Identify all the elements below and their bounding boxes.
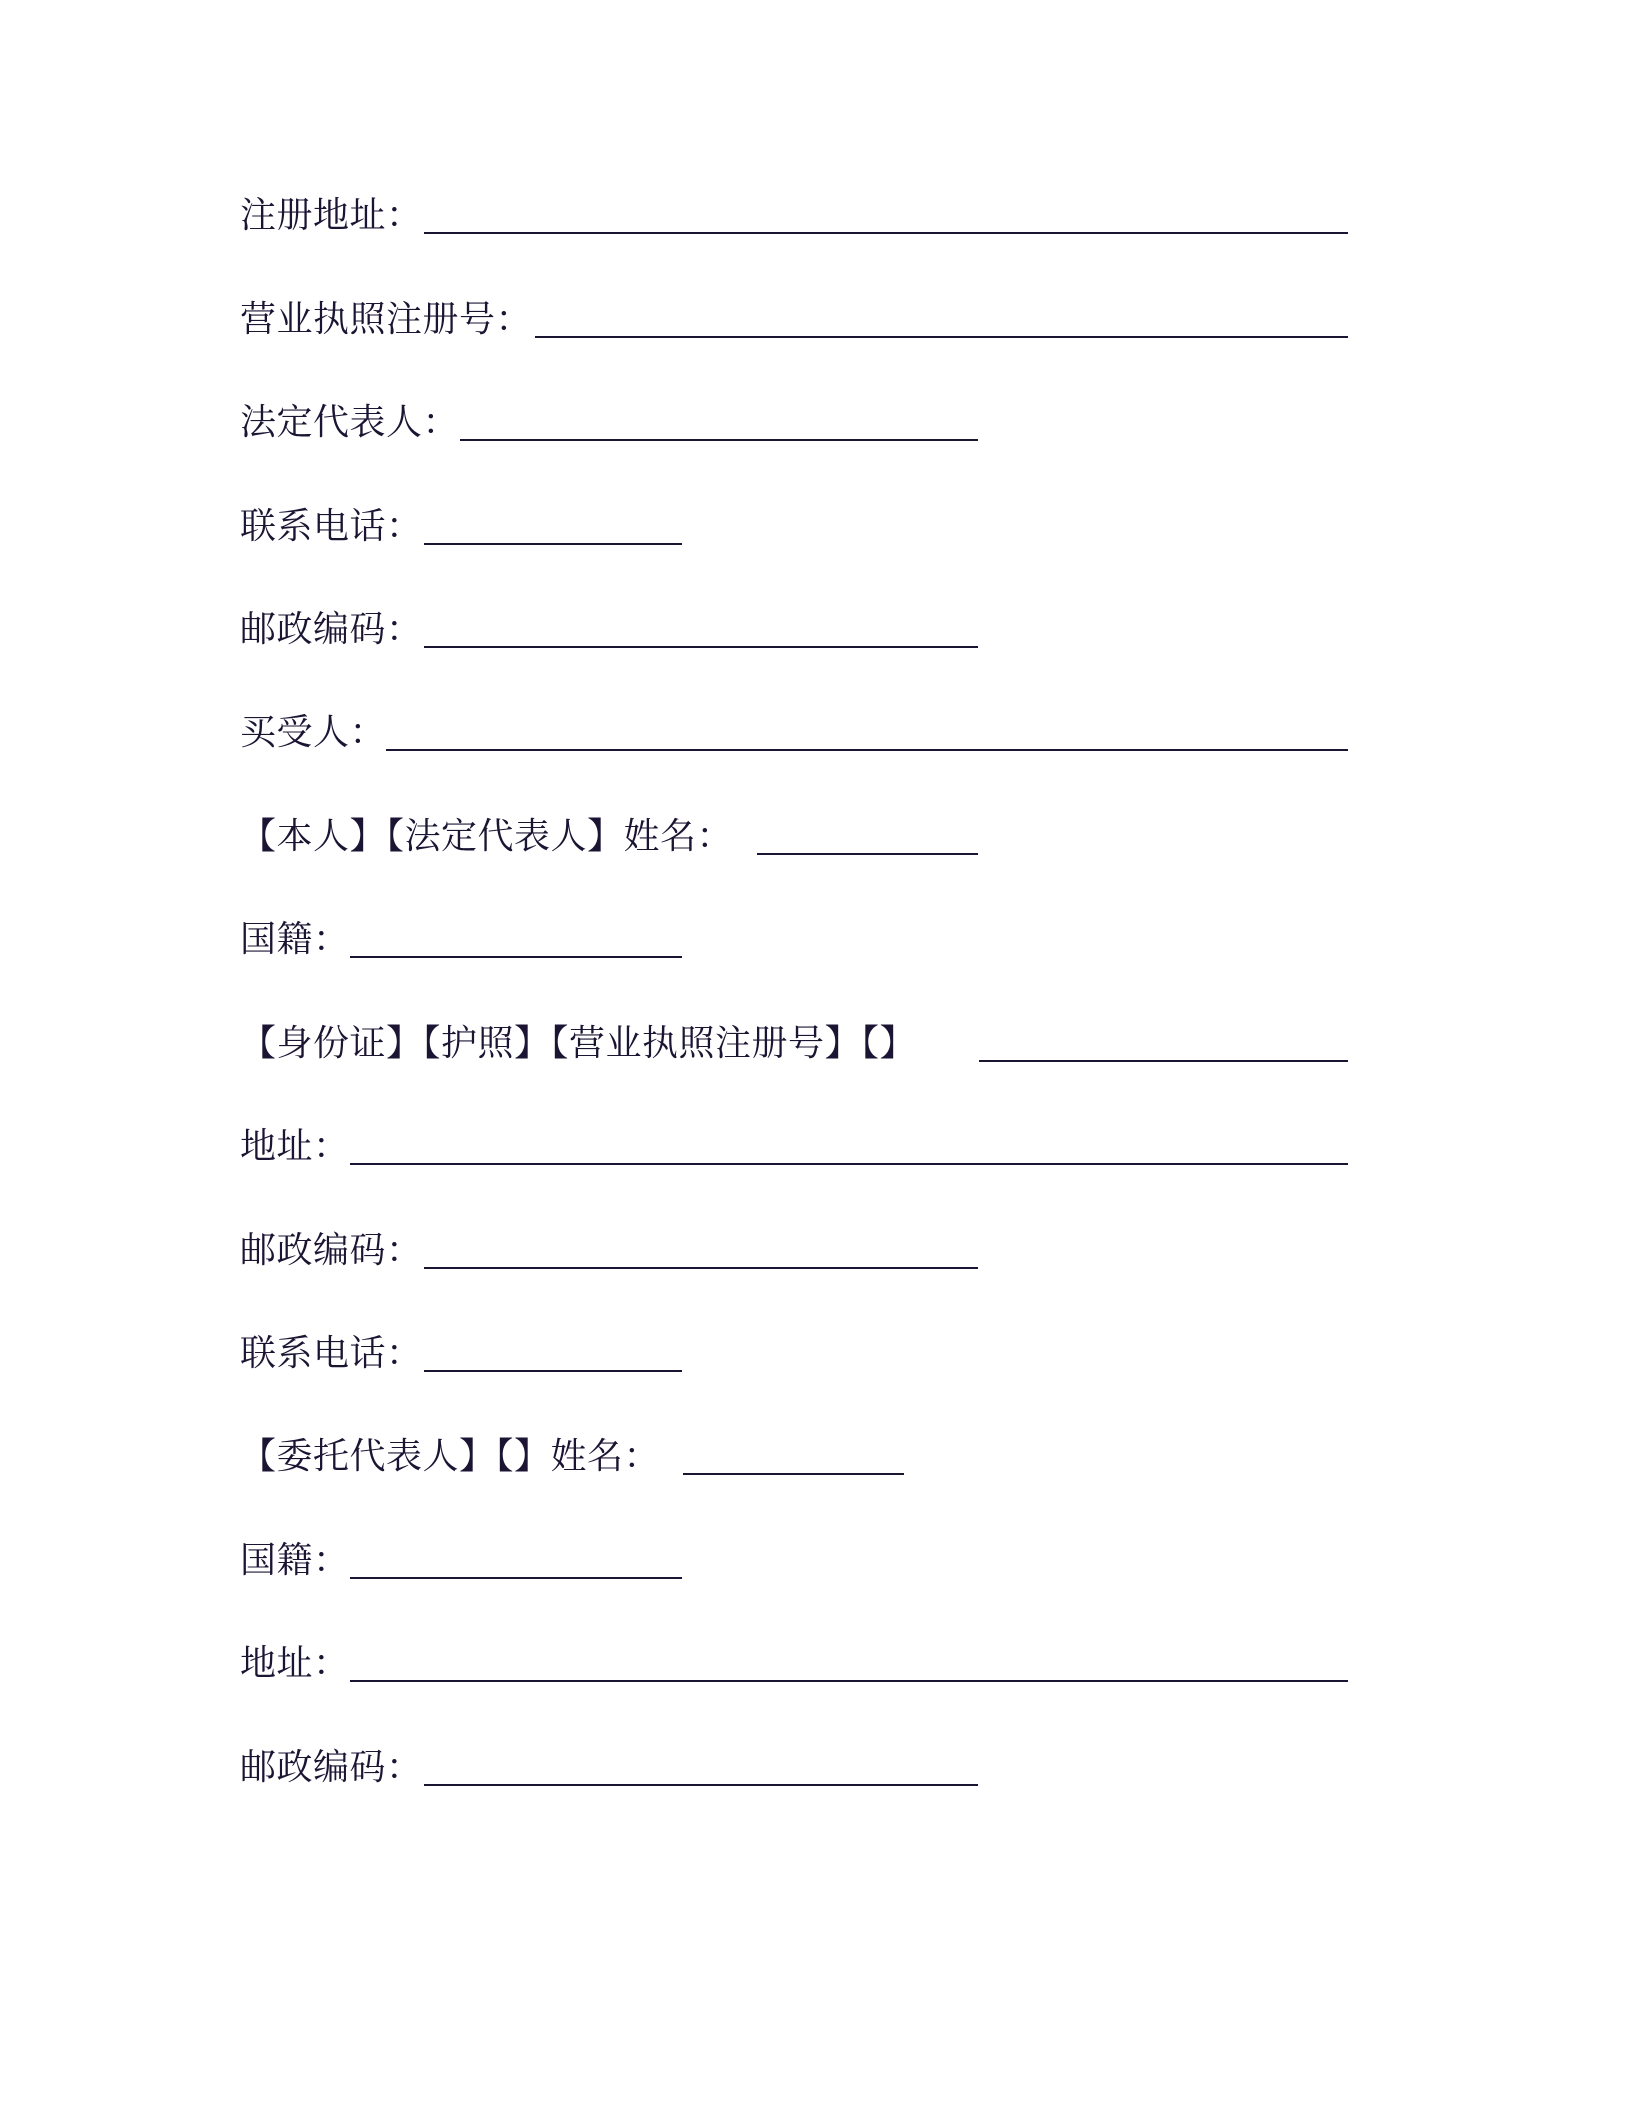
postal-code-2-blank-line[interactable] (424, 1267, 978, 1269)
field-label: 注册地址： (240, 195, 423, 236)
buyer-blank-line[interactable] (386, 749, 1348, 751)
field-label: 国籍： (240, 1540, 350, 1581)
phone-blank-line[interactable] (424, 543, 682, 545)
field-legal-representative (240, 393, 459, 453)
nationality-2-blank-line[interactable] (350, 1577, 682, 1579)
field-nationality-2 (240, 1531, 350, 1591)
id-document-blank-line[interactable] (979, 1060, 1348, 1062)
field-postal-code-2 (240, 1221, 423, 1281)
field-label: 地址： (240, 1643, 350, 1684)
field-phone (240, 497, 423, 557)
field-label: 【本人】【法定代表人】姓名： (240, 816, 734, 857)
field-label: 邮政编码： (240, 1747, 423, 1788)
field-label: 【委托代表人】【】姓名： (240, 1436, 661, 1477)
postal-code-3-blank-line[interactable] (424, 1784, 978, 1786)
field-label: 营业执照注册号： (240, 299, 533, 340)
field-buyer (240, 703, 386, 763)
field-label: 邮政编码： (240, 609, 423, 650)
field-postal-code (240, 600, 423, 660)
legal-representative-blank-line[interactable] (460, 439, 978, 441)
field-buyer-name (240, 807, 733, 867)
field-phone-2 (240, 1324, 423, 1384)
field-address (240, 1117, 350, 1177)
agent-name-blank-line[interactable] (683, 1473, 904, 1475)
registered-address-blank-line[interactable] (424, 232, 1348, 234)
field-label: 地址： (240, 1126, 350, 1167)
address-2-blank-line[interactable] (350, 1680, 1348, 1682)
field-registered-address (240, 186, 423, 246)
field-label: 【身份证】【护照】【营业执照注册号】【】 (240, 1023, 917, 1064)
postal-code-blank-line[interactable] (424, 646, 978, 648)
field-id-document (240, 1014, 916, 1074)
address-blank-line[interactable] (350, 1163, 1348, 1165)
field-postal-code-3 (240, 1738, 423, 1798)
field-label: 联系电话： (240, 1333, 423, 1374)
field-address-2 (240, 1634, 350, 1694)
nationality-blank-line[interactable] (350, 956, 682, 958)
field-agent-name (240, 1427, 660, 1487)
field-label: 邮政编码： (240, 1230, 423, 1271)
phone-2-blank-line[interactable] (424, 1370, 682, 1372)
buyer-name-blank-line[interactable] (757, 853, 978, 855)
field-label: 买受人： (240, 712, 387, 753)
field-label: 联系电话： (240, 506, 423, 547)
field-label: 法定代表人： (240, 402, 460, 443)
field-label: 国籍： (240, 919, 350, 960)
field-nationality (240, 910, 350, 970)
business-license-no-blank-line[interactable] (535, 336, 1348, 338)
field-business-license-no (240, 290, 532, 350)
